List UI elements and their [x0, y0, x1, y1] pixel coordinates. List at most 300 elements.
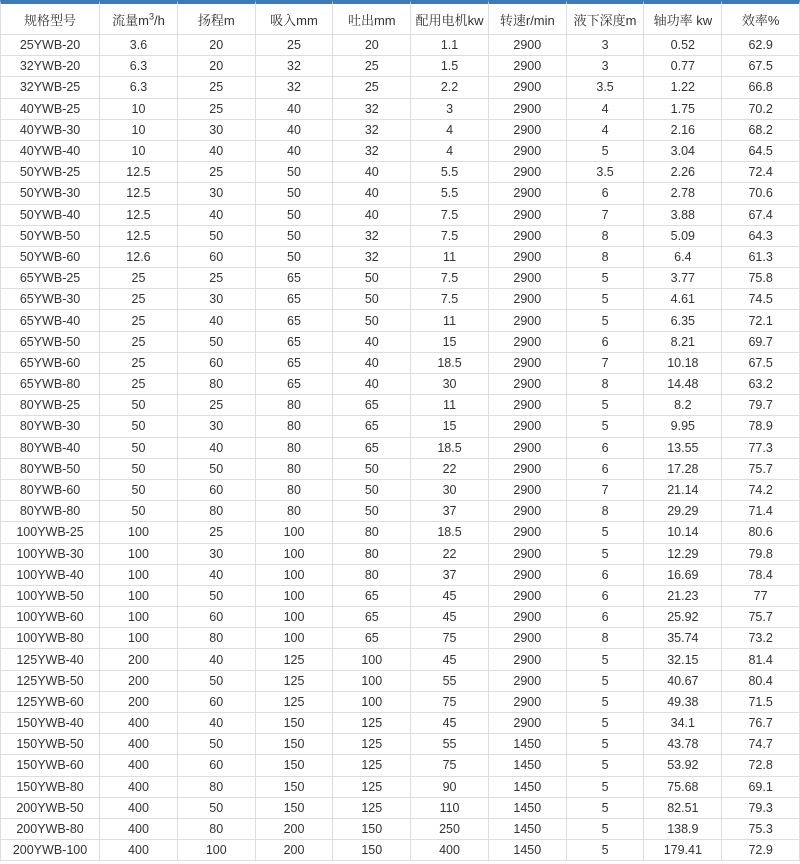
- model-cell: 40YWB-40: [0, 141, 100, 162]
- table-row: [0, 162, 800, 183]
- value-cell: 40: [256, 120, 334, 141]
- value-cell: 200: [256, 840, 334, 861]
- value-cell: 10: [100, 141, 178, 162]
- value-cell: 80: [333, 565, 411, 586]
- value-cell: 10: [100, 120, 178, 141]
- value-cell: 150: [256, 734, 334, 755]
- value-cell: 61.3: [722, 247, 800, 268]
- model-cell: 200YWB-50: [0, 798, 100, 819]
- value-cell: 100: [256, 544, 334, 565]
- value-cell: 6: [567, 438, 645, 459]
- value-cell: 40.67: [644, 671, 722, 692]
- value-cell: 6: [567, 459, 645, 480]
- cubed-superscript: 3: [148, 11, 154, 22]
- table-row: [0, 628, 800, 649]
- value-cell: 100: [100, 522, 178, 543]
- model-cell: 50YWB-40: [0, 205, 100, 226]
- value-cell: 37: [411, 565, 489, 586]
- value-cell: 2900: [489, 459, 567, 480]
- value-cell: 3.77: [644, 268, 722, 289]
- value-cell: 40: [178, 565, 256, 586]
- value-cell: 2900: [489, 395, 567, 416]
- value-cell: 2900: [489, 205, 567, 226]
- value-cell: 25: [333, 77, 411, 98]
- value-cell: 25: [100, 268, 178, 289]
- value-cell: 50: [100, 438, 178, 459]
- model-cell: 150YWB-80: [0, 777, 100, 798]
- value-cell: 65: [333, 438, 411, 459]
- value-cell: 60: [178, 692, 256, 713]
- value-cell: 125: [333, 755, 411, 776]
- value-cell: 65: [256, 289, 334, 310]
- value-cell: 75.7: [722, 607, 800, 628]
- value-cell: 50: [178, 332, 256, 353]
- value-cell: 2900: [489, 671, 567, 692]
- model-cell: 125YWB-60: [0, 692, 100, 713]
- value-cell: 7.5: [411, 205, 489, 226]
- value-cell: 25.92: [644, 607, 722, 628]
- value-cell: 5: [567, 141, 645, 162]
- value-cell: 2900: [489, 332, 567, 353]
- value-cell: 40: [333, 183, 411, 204]
- value-cell: 65: [256, 310, 334, 331]
- table-row: [0, 99, 800, 120]
- column-header: 配用电机kw: [411, 0, 489, 35]
- value-cell: 25: [100, 353, 178, 374]
- value-cell: 60: [178, 480, 256, 501]
- value-cell: 50: [178, 671, 256, 692]
- value-cell: 150: [256, 755, 334, 776]
- value-cell: 5: [567, 819, 645, 840]
- table-row: [0, 56, 800, 77]
- value-cell: 5: [567, 416, 645, 437]
- value-cell: 12.5: [100, 205, 178, 226]
- value-cell: 71.5: [722, 692, 800, 713]
- value-cell: 2900: [489, 692, 567, 713]
- value-cell: 200: [100, 692, 178, 713]
- model-cell: 125YWB-50: [0, 671, 100, 692]
- table-row: [0, 692, 800, 713]
- value-cell: 75.8: [722, 268, 800, 289]
- column-header: 转速r/min: [489, 0, 567, 35]
- value-cell: 25: [178, 268, 256, 289]
- value-cell: 2900: [489, 438, 567, 459]
- value-cell: 72.8: [722, 755, 800, 776]
- value-cell: 1.75: [644, 99, 722, 120]
- model-cell: 100YWB-25: [0, 522, 100, 543]
- value-cell: 10.18: [644, 353, 722, 374]
- value-cell: 25: [178, 162, 256, 183]
- value-cell: 2900: [489, 141, 567, 162]
- table-row: [0, 840, 800, 861]
- value-cell: 22: [411, 544, 489, 565]
- value-cell: 79.7: [722, 395, 800, 416]
- value-cell: 1450: [489, 755, 567, 776]
- value-cell: 5.5: [411, 183, 489, 204]
- table-row: [0, 777, 800, 798]
- value-cell: 80: [178, 777, 256, 798]
- value-cell: 2900: [489, 247, 567, 268]
- value-cell: 8.2: [644, 395, 722, 416]
- value-cell: 1.1: [411, 35, 489, 56]
- value-cell: 21.23: [644, 586, 722, 607]
- value-cell: 6: [567, 586, 645, 607]
- value-cell: 2900: [489, 480, 567, 501]
- value-cell: 50: [100, 480, 178, 501]
- table-row: [0, 649, 800, 670]
- value-cell: 4: [411, 120, 489, 141]
- table-row: [0, 501, 800, 522]
- value-cell: 80: [178, 628, 256, 649]
- value-cell: 100: [178, 840, 256, 861]
- value-cell: 6.4: [644, 247, 722, 268]
- value-cell: 50: [178, 734, 256, 755]
- value-cell: 100: [333, 671, 411, 692]
- model-cell: 65YWB-30: [0, 289, 100, 310]
- value-cell: 50: [178, 226, 256, 247]
- value-cell: 80: [178, 819, 256, 840]
- value-cell: 6: [567, 565, 645, 586]
- value-cell: 2900: [489, 99, 567, 120]
- value-cell: 79.8: [722, 544, 800, 565]
- value-cell: 1450: [489, 734, 567, 755]
- value-cell: 15: [411, 416, 489, 437]
- value-cell: 150: [256, 713, 334, 734]
- value-cell: 25: [333, 56, 411, 77]
- value-cell: 125: [256, 692, 334, 713]
- value-cell: 18.5: [411, 353, 489, 374]
- column-header: 吸入mm: [256, 0, 334, 35]
- value-cell: 8: [567, 247, 645, 268]
- model-cell: 150YWB-60: [0, 755, 100, 776]
- value-cell: 50: [333, 268, 411, 289]
- value-cell: 3.5: [567, 77, 645, 98]
- value-cell: 80.6: [722, 522, 800, 543]
- value-cell: 50: [256, 162, 334, 183]
- value-cell: 72.4: [722, 162, 800, 183]
- table-row: [0, 141, 800, 162]
- value-cell: 3: [567, 56, 645, 77]
- value-cell: 7: [567, 205, 645, 226]
- value-cell: 79.3: [722, 798, 800, 819]
- value-cell: 77: [722, 586, 800, 607]
- value-cell: 20: [178, 35, 256, 56]
- value-cell: 5: [567, 755, 645, 776]
- value-cell: 80: [178, 501, 256, 522]
- value-cell: 75: [411, 755, 489, 776]
- model-cell: 100YWB-80: [0, 628, 100, 649]
- value-cell: 30: [178, 183, 256, 204]
- value-cell: 12.6: [100, 247, 178, 268]
- value-cell: 200: [100, 671, 178, 692]
- value-cell: 100: [100, 607, 178, 628]
- value-cell: 2900: [489, 501, 567, 522]
- value-cell: 45: [411, 586, 489, 607]
- value-cell: 100: [333, 692, 411, 713]
- value-cell: 90: [411, 777, 489, 798]
- value-cell: 65: [333, 607, 411, 628]
- value-cell: 50: [100, 395, 178, 416]
- value-cell: 125: [333, 713, 411, 734]
- value-cell: 72.9: [722, 840, 800, 861]
- value-cell: 4: [567, 120, 645, 141]
- model-cell: 40YWB-30: [0, 120, 100, 141]
- table-row: [0, 226, 800, 247]
- value-cell: 45: [411, 649, 489, 670]
- table-row: [0, 671, 800, 692]
- value-cell: 100: [100, 565, 178, 586]
- value-cell: 5: [567, 310, 645, 331]
- value-cell: 5: [567, 544, 645, 565]
- table-row: [0, 798, 800, 819]
- table-row: [0, 332, 800, 353]
- value-cell: 32: [333, 120, 411, 141]
- value-cell: 400: [100, 819, 178, 840]
- value-cell: 18.5: [411, 438, 489, 459]
- value-cell: 3.6: [100, 35, 178, 56]
- value-cell: 65: [256, 374, 334, 395]
- model-cell: 50YWB-30: [0, 183, 100, 204]
- value-cell: 67.4: [722, 205, 800, 226]
- model-cell: 80YWB-60: [0, 480, 100, 501]
- value-cell: 2900: [489, 162, 567, 183]
- column-header: 液下深度m: [567, 0, 645, 35]
- value-cell: 50: [333, 459, 411, 480]
- value-cell: 2900: [489, 607, 567, 628]
- value-cell: 30: [178, 544, 256, 565]
- value-cell: 25: [256, 35, 334, 56]
- value-cell: 21.14: [644, 480, 722, 501]
- value-cell: 125: [256, 671, 334, 692]
- value-cell: 50: [333, 480, 411, 501]
- value-cell: 400: [100, 840, 178, 861]
- value-cell: 25: [178, 395, 256, 416]
- value-cell: 7: [567, 353, 645, 374]
- value-cell: 65: [333, 628, 411, 649]
- table-row: [0, 416, 800, 437]
- value-cell: 40: [333, 353, 411, 374]
- value-cell: 65: [333, 416, 411, 437]
- value-cell: 2900: [489, 544, 567, 565]
- table-row: [0, 268, 800, 289]
- value-cell: 64.3: [722, 226, 800, 247]
- value-cell: 400: [100, 734, 178, 755]
- value-cell: 67.5: [722, 56, 800, 77]
- value-cell: 138.9: [644, 819, 722, 840]
- value-cell: 6: [567, 183, 645, 204]
- value-cell: 5: [567, 713, 645, 734]
- value-cell: 32: [256, 77, 334, 98]
- value-cell: 2900: [489, 310, 567, 331]
- value-cell: 12.5: [100, 183, 178, 204]
- value-cell: 6: [567, 332, 645, 353]
- value-cell: 40: [178, 438, 256, 459]
- table-row: [0, 310, 800, 331]
- value-cell: 32.15: [644, 649, 722, 670]
- table-row: [0, 395, 800, 416]
- model-cell: 32YWB-25: [0, 77, 100, 98]
- value-cell: 5: [567, 798, 645, 819]
- value-cell: 5: [567, 268, 645, 289]
- value-cell: 78.4: [722, 565, 800, 586]
- value-cell: 5: [567, 522, 645, 543]
- value-cell: 125: [333, 734, 411, 755]
- value-cell: 40: [178, 141, 256, 162]
- value-cell: 13.55: [644, 438, 722, 459]
- value-cell: 100: [100, 586, 178, 607]
- table-row: [0, 35, 800, 56]
- value-cell: 11: [411, 247, 489, 268]
- value-cell: 25: [178, 77, 256, 98]
- value-cell: 80: [256, 395, 334, 416]
- value-cell: 65: [256, 268, 334, 289]
- value-cell: 50: [178, 586, 256, 607]
- value-cell: 5: [567, 692, 645, 713]
- value-cell: 2900: [489, 353, 567, 374]
- value-cell: 82.51: [644, 798, 722, 819]
- value-cell: 17.28: [644, 459, 722, 480]
- value-cell: 3.5: [567, 162, 645, 183]
- value-cell: 2900: [489, 586, 567, 607]
- value-cell: 43.78: [644, 734, 722, 755]
- model-cell: 80YWB-30: [0, 416, 100, 437]
- value-cell: 40: [256, 141, 334, 162]
- value-cell: 80: [256, 501, 334, 522]
- value-cell: 60: [178, 247, 256, 268]
- value-cell: 5: [567, 840, 645, 861]
- value-cell: 4: [411, 141, 489, 162]
- value-cell: 63.2: [722, 374, 800, 395]
- value-cell: 25: [100, 310, 178, 331]
- value-cell: 2900: [489, 522, 567, 543]
- value-cell: 32: [333, 99, 411, 120]
- value-cell: 6.3: [100, 56, 178, 77]
- value-cell: 78.9: [722, 416, 800, 437]
- value-cell: 60: [178, 607, 256, 628]
- value-cell: 4: [567, 99, 645, 120]
- value-cell: 75.3: [722, 819, 800, 840]
- value-cell: 74.7: [722, 734, 800, 755]
- value-cell: 2900: [489, 183, 567, 204]
- value-cell: 5: [567, 649, 645, 670]
- table-row: [0, 459, 800, 480]
- value-cell: 1.22: [644, 77, 722, 98]
- table-row: [0, 544, 800, 565]
- value-cell: 70.2: [722, 99, 800, 120]
- value-cell: 2.26: [644, 162, 722, 183]
- value-cell: 75: [411, 628, 489, 649]
- model-cell: 100YWB-60: [0, 607, 100, 628]
- value-cell: 8: [567, 628, 645, 649]
- table-row: [0, 183, 800, 204]
- value-cell: 8: [567, 374, 645, 395]
- value-cell: 250: [411, 819, 489, 840]
- value-cell: 5.5: [411, 162, 489, 183]
- value-cell: 80: [256, 416, 334, 437]
- value-cell: 5.09: [644, 226, 722, 247]
- value-cell: 81.4: [722, 649, 800, 670]
- value-cell: 32: [333, 226, 411, 247]
- value-cell: 2.16: [644, 120, 722, 141]
- value-cell: 2900: [489, 649, 567, 670]
- table-row: [0, 120, 800, 141]
- value-cell: 80.4: [722, 671, 800, 692]
- value-cell: 3: [567, 35, 645, 56]
- table-row: [0, 713, 800, 734]
- value-cell: 70.6: [722, 183, 800, 204]
- model-cell: 65YWB-25: [0, 268, 100, 289]
- value-cell: 50: [256, 205, 334, 226]
- value-cell: 35.74: [644, 628, 722, 649]
- value-cell: 2900: [489, 713, 567, 734]
- value-cell: 1.5: [411, 56, 489, 77]
- value-cell: 3: [411, 99, 489, 120]
- value-cell: 100: [100, 628, 178, 649]
- value-cell: 2900: [489, 416, 567, 437]
- value-cell: 11: [411, 310, 489, 331]
- value-cell: 53.92: [644, 755, 722, 776]
- model-cell: 200YWB-100: [0, 840, 100, 861]
- value-cell: 40: [178, 649, 256, 670]
- value-cell: 25: [178, 522, 256, 543]
- value-cell: 55: [411, 734, 489, 755]
- value-cell: 2900: [489, 120, 567, 141]
- value-cell: 5: [567, 395, 645, 416]
- value-cell: 15: [411, 332, 489, 353]
- value-cell: 80: [333, 544, 411, 565]
- value-cell: 100: [333, 649, 411, 670]
- value-cell: 62.9: [722, 35, 800, 56]
- value-cell: 179.41: [644, 840, 722, 861]
- value-cell: 16.69: [644, 565, 722, 586]
- model-cell: 100YWB-30: [0, 544, 100, 565]
- value-cell: 2.78: [644, 183, 722, 204]
- value-cell: 64.5: [722, 141, 800, 162]
- value-cell: 32: [333, 247, 411, 268]
- value-cell: 72.1: [722, 310, 800, 331]
- value-cell: 50: [178, 459, 256, 480]
- value-cell: 100: [256, 586, 334, 607]
- value-cell: 30: [178, 289, 256, 310]
- value-cell: 2900: [489, 289, 567, 310]
- value-cell: 40: [333, 162, 411, 183]
- value-cell: 32: [333, 141, 411, 162]
- table-header: [0, 0, 800, 35]
- value-cell: 7: [567, 480, 645, 501]
- column-header: 规格型号: [0, 0, 100, 35]
- value-cell: 2900: [489, 226, 567, 247]
- value-cell: 20: [333, 35, 411, 56]
- value-cell: 3.04: [644, 141, 722, 162]
- value-cell: 40: [256, 99, 334, 120]
- value-cell: 65: [333, 586, 411, 607]
- value-cell: 5: [567, 289, 645, 310]
- model-cell: 65YWB-50: [0, 332, 100, 353]
- value-cell: 30: [178, 416, 256, 437]
- value-cell: 10.14: [644, 522, 722, 543]
- value-cell: 60: [178, 353, 256, 374]
- value-cell: 40: [333, 332, 411, 353]
- value-cell: 6: [567, 607, 645, 628]
- value-cell: 74.2: [722, 480, 800, 501]
- value-cell: 80: [256, 438, 334, 459]
- value-cell: 400: [100, 798, 178, 819]
- value-cell: 69.1: [722, 777, 800, 798]
- value-cell: 10: [100, 99, 178, 120]
- table-body: [0, 35, 800, 861]
- value-cell: 100: [256, 628, 334, 649]
- model-cell: 80YWB-25: [0, 395, 100, 416]
